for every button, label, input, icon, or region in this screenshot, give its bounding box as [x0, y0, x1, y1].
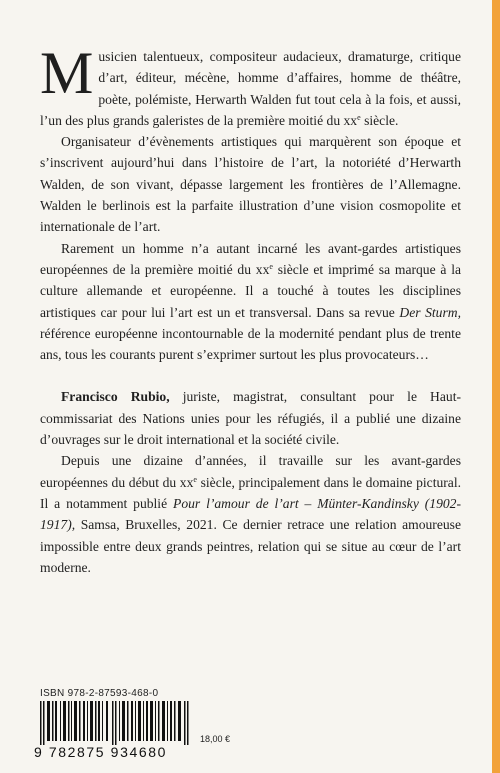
book-title: Pour l’amour de l’art – Münter-Kandinsky (1902-1917), [40, 495, 461, 533]
journal-title: Der Sturm, [399, 304, 461, 320]
paragraph-avant-garde: Rarement un homme n’a autant incarné les avant-gardes artistiques européennes de la première moitié du $xx^e$ siècle et imprimé sa marque à la culture allemande et européenne. Il a touché à toutes les disciplines artistiques car pour lui l’art est un et transversal. Dans sa revue Der Sturm, référence européenne incontournable de la modernité pendant plus de trente ans, tous les courants purent s’exprimer surtout les plus provocateurs… [40, 240, 462, 363]
paragraph-organizer: Organisateur d’évènements artistiques qui marquèrent son époque et s’inscrivent aujourd’hui dans l’histoire de l’art, la notoriété d’Herwarth Walden, de son vivant, dépasse largement les frontières de l’Allemagne. Walden le berlinois est la parfaite illustration d’une vision cosmopolite et internationale de l’art. [40, 134, 461, 235]
author-name: Francisco Rubio, [61, 389, 170, 405]
drop-cap: M [40, 40, 94, 106]
paragraph-intro: Musicien talentueux, compositeur audacieux, dramaturge, critique d’art, éditeur, mécène, homme d’affaires, homme de théâtre, poète, polémiste, Herwarth Walden fut tout cela à la fois, et aussi, l’un des plus grands galeristes de la première moitié du $xx^e$ siècle. [40, 40, 461, 128]
barcode-icon [40, 701, 190, 745]
paragraph-author-work: Depuis une dizaine d’années, il travaille sur les avant-gardes européennes du début du $xx^e$ siècle, principalement dans le domaine pictural. Il a notamment publié Pour l’amour de l’art – Münter-Kandinsky (1902-1917), Samsa, Bruxelles, 2021. Ce dernier retrace une relation amoureuse impossible entre deux grands peintres, relation qui se situe au cœur de l’art moderne. [40, 453, 462, 575]
isbn-label: ISBN 978-2-87593-468-0 [40, 688, 159, 699]
spacer [40, 365, 461, 386]
paragraph-author-bio: Francisco Rubio, juriste, magistrat, consultant pour le Haut-commissariat des Nations unies pour les réfugiés, il a publié une dizaine d’ouvrages sur le droit international et la société civile. [40, 389, 462, 448]
orange-spine-edge [492, 0, 500, 773]
blurb [40, 40, 462, 578]
isbn-digits: 9 782875 934680 [34, 744, 167, 760]
price: 18,00 € [200, 734, 231, 744]
